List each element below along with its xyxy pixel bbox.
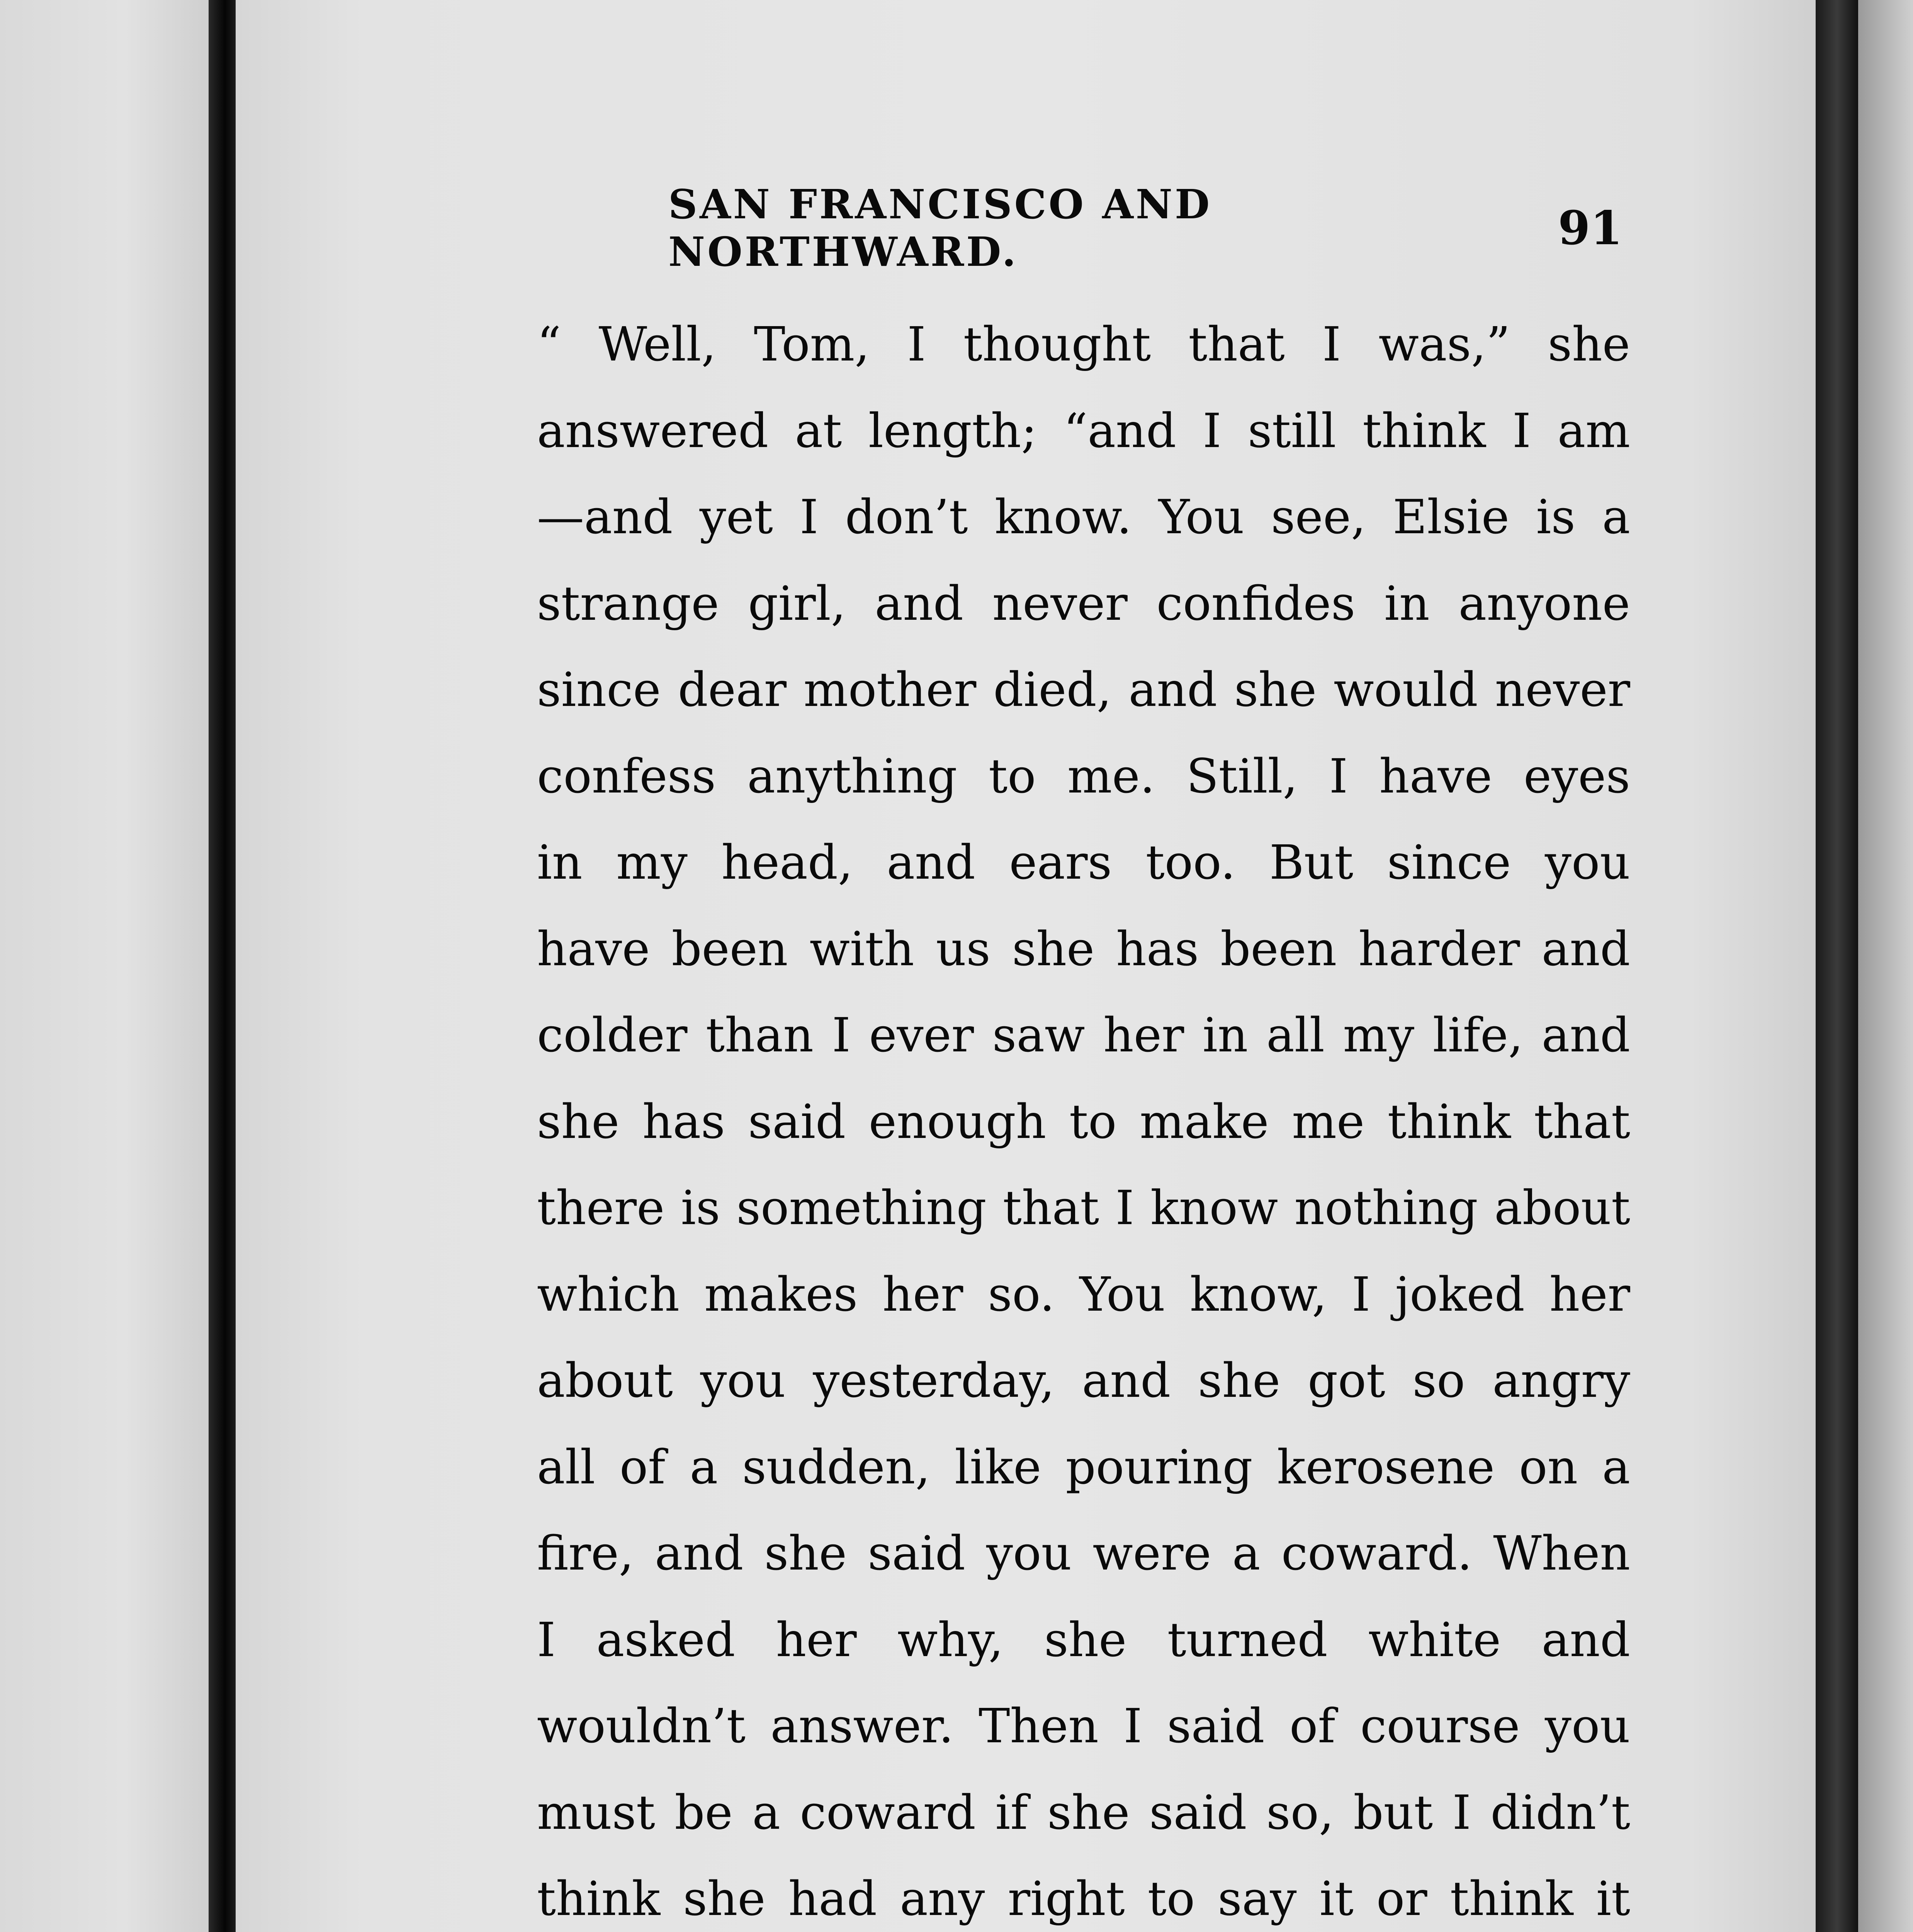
text-line: there is something that I know nothing about: [537, 1180, 1630, 1235]
text-line: must be a coward if she said so, but I didn’t: [537, 1785, 1630, 1840]
text-line: —and yet I don’t know. You see, Elsie is a: [537, 490, 1630, 544]
text-line: think she had any right to say it or think it: [537, 1871, 1630, 1926]
text-line: about you yesterday, and she got so angry: [537, 1353, 1630, 1408]
text-line: all of a sudden, like pouring kerosene on a: [537, 1439, 1630, 1495]
text-line: have been with us she has been harder and: [537, 921, 1630, 976]
text-line: she has said enough to make me think that: [537, 1094, 1630, 1149]
page-number: 91: [1558, 201, 1622, 255]
text-line: confess anything to me. Still, I have eyes: [537, 748, 1630, 804]
page-edge-shadow: [1816, 0, 1858, 1932]
facing-page-edge: [0, 0, 209, 1932]
body-text: [537, 301, 1630, 1932]
text-line: in my head, and ears too. But since you: [537, 835, 1630, 890]
text-line: colder than I ever saw her in all my life, and: [537, 1008, 1630, 1063]
text-line: fire, and she said you were a coward. When: [537, 1526, 1630, 1581]
text-line: wouldn’t answer. Then I said of course you: [537, 1699, 1630, 1753]
text-line: since dear mother died, and she would never: [537, 662, 1630, 717]
text-line: I asked her why, she turned white and: [537, 1612, 1630, 1667]
book-gutter: [209, 0, 236, 1932]
running-title: SAN FRANCISCO AND NORTHWARD.: [668, 180, 1212, 276]
text-line: answered at length; “and I still think I am: [537, 403, 1630, 458]
scanner-border: [1858, 0, 1913, 1932]
text-line: which makes her so. You know, I joked her: [537, 1267, 1630, 1322]
text-line: “ Well, Tom, I thought that I was,” she: [537, 317, 1630, 372]
page-header: [668, 180, 1622, 276]
text-line: strange girl, and never confides in anyone: [537, 576, 1630, 631]
